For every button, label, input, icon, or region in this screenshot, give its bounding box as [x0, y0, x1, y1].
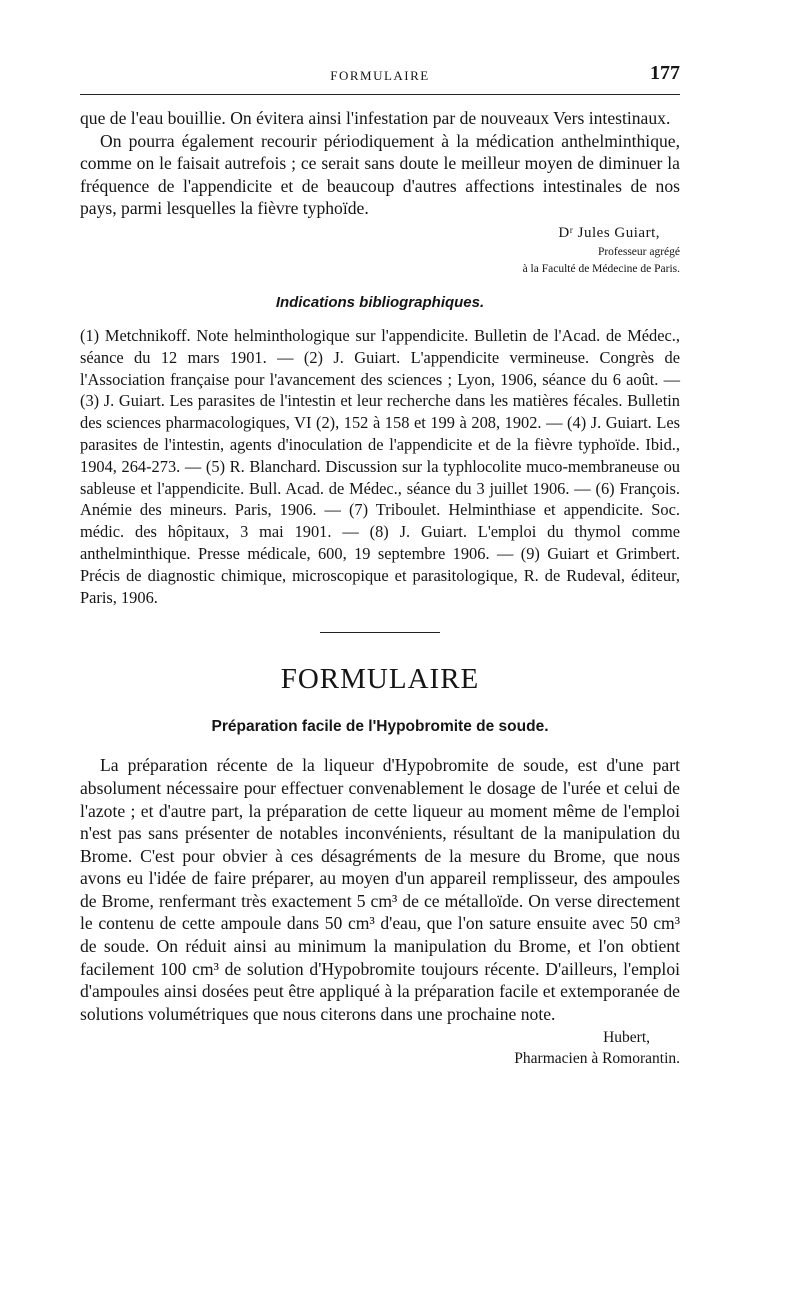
author-signature [80, 222, 680, 278]
signature-role: Pharmacien à Romorantin. [514, 1050, 680, 1068]
signature-name: Hubert, [603, 1029, 650, 1047]
article-paragraph: On pourra également recourir périodiquement à la médication anthelminthique, comme on le faisait autrefois ; ce serait sans doute le meilleur moyen de diminuer la fréquence de l'appendicite et de beaucoup d'autres affections intestinales de nos pays, parmi lesquelles la fièvre typhoïde. [80, 130, 680, 219]
author-affiliation: à la Faculté de Médecine de Paris. [522, 262, 680, 275]
section-divider [320, 632, 440, 633]
page [80, 60, 680, 1069]
page-number: 177 [650, 62, 680, 84]
author-name: Dʳ Jules Guiart, [558, 224, 660, 241]
bibliography-heading: Indications bibliographiques. [275, 293, 485, 311]
formulaire-signature [80, 1027, 680, 1069]
section-title: FORMULAIRE [280, 663, 480, 696]
section-subtitle: Préparation facile de l'Hypobromite de soude. [211, 718, 549, 736]
article-paragraph-continued: que de l'eau bouillie. On évitera ainsi l'infestation par de nouveaux Vers intestinaux. [80, 108, 671, 128]
bibliography-text: (1) Metchnikoff. Note helminthologique sur l'appendicite. Bulletin de l'Acad. de Médec., séance du 12 mars 1901. — (2) J. Guiart. L'appendicite vermineuse. Congrès de l'Association française pour l'avancement des sciences ; Lyon, 1906, séance du 6 août. — (3) J. Guiart. Les parasites de l'intestin et leur recherche dans les matières fécales. Bulletin des sciences pharmacologiques, VI (2), 152 à 158 et 199 à 208, 1902. — (4) J. Guiart. Les parasites de l'intestin, agents d'inoculation de l'appendicite et de la fièvre typhoïde. Ibid., 1904, 264-273. — (5) R. Blanchard. Discussion sur la typhlocolite muco-membraneuse ou sableuse et l'appendicite. Bull. Acad. de Médec., séance du 3 juillet 1906. — (6) François. Anémie des mineurs. Paris, 1906. — (7) Triboulet. Helminthiase et appendicite. Soc. médic. des hôpitaux, 3 mai 1901. — (8) J. Guiart. L'emploi du thymol comme anthelminthique. Presse médicale, 600, 19 septembre 1906. — (9) Guiart et Grimbert. Précis de diagnostic chimique, microscopique et parasitologique, R. de Rudeval, éditeur, Paris, 1906. [80, 325, 680, 607]
formulaire-paragraph: La préparation récente de la liqueur d'Hypobromite de soude, est d'une part absolument nécessaire pour effectuer convenablement le dosage de l'urée et celui de l'azote ; et d'autre part, la préparation de cette liqueur au moment même de l'emploi n'est pas sans présenter de notables inconvénients, résultant de la manipulation du Brome. C'est pour obvier à ces désagréments de la mesure du Brome, que nous avons eu l'idée de faire préparer, au moyen d'un appareil remplisseur, des ampoules de Brome, renfermant très exactement 5 cm³ de ce métalloïde. On verse directement le contenu de cette ampoule dans 50 cm³ d'eau, que l'on sature ensuite avec 50 cm³ de soude. On réduit ainsi au minimum la manipulation du Brome, et l'on obtient facilement 100 cm³ de solution d'Hypobromite toujours récente. D'ailleurs, l'emploi d'ampoules ainsi dosées peut être appliqué à la préparation facile et extemporanée de solutions volumétriques que nous citerons dans une prochaine note. [80, 755, 680, 1024]
running-title: FORMULAIRE [330, 68, 430, 83]
running-head [80, 60, 680, 95]
author-role: Professeur agrégé [597, 245, 680, 258]
